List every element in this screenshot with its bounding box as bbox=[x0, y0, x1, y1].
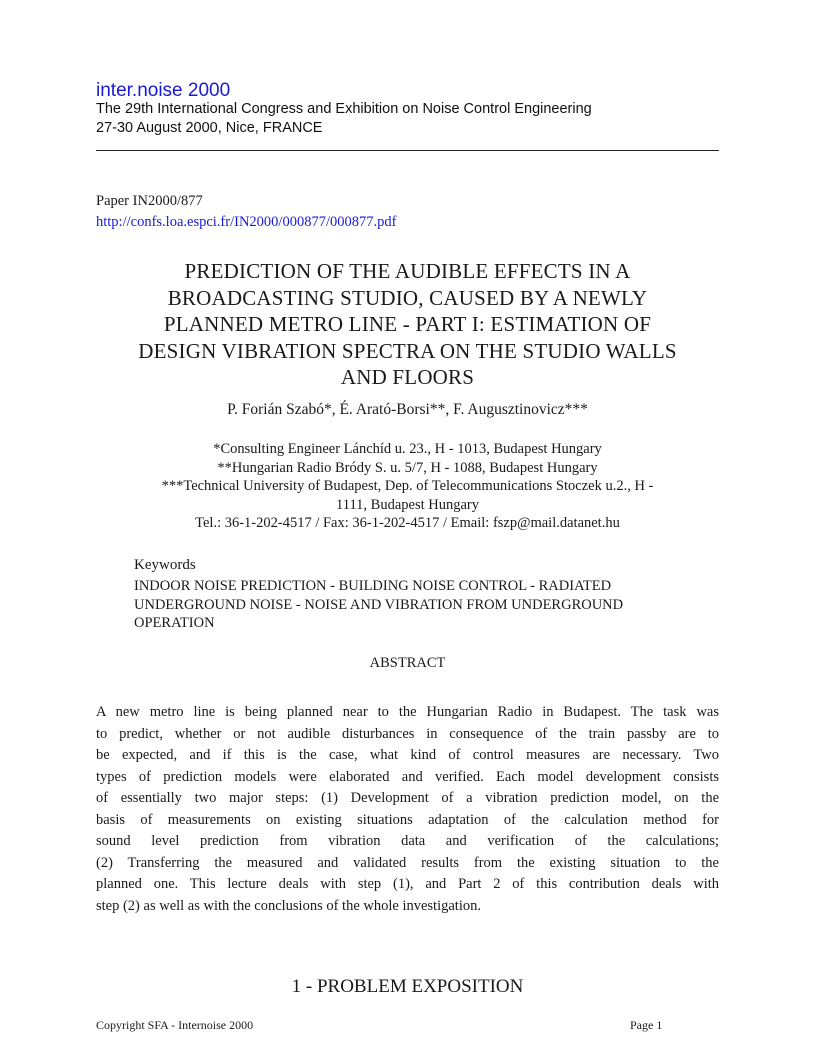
abstract-line: planned one. This lecture deals with step (1), and Part 2 of this contribution deals with bbox=[96, 876, 719, 892]
title-line: AND FLOORS bbox=[340, 365, 475, 389]
affiliation-line: *Consulting Engineer Lánchíd u. 23., H - 1013, Budapest Hungary bbox=[213, 441, 602, 457]
keywords-line: UNDERGROUND NOISE - NOISE AND VIBRATION FROM UNDERGROUND bbox=[134, 596, 624, 613]
affiliations bbox=[96, 440, 719, 533]
footer-copyright: Copyright SFA - Internoise 2000 bbox=[96, 1018, 254, 1032]
paper-id: Paper IN2000/877 bbox=[96, 193, 203, 209]
title-line: DESIGN VIBRATION SPECTRA ON THE STUDIO WALLS bbox=[138, 338, 677, 363]
paper-title bbox=[96, 258, 719, 391]
abstract-line: (2) Transferring the measured and validated results from the existing situation to the bbox=[96, 854, 719, 871]
affiliation-line: 1111, Budapest Hungary bbox=[336, 496, 479, 513]
abstract-line: to predict, whether or not audible disturbances in consequence of the train passby are to bbox=[96, 725, 719, 742]
keywords-heading: Keywords bbox=[134, 557, 196, 573]
section-heading: 1 - PROBLEM EXPOSITION bbox=[291, 976, 524, 997]
abstract-heading: ABSTRACT bbox=[369, 655, 446, 671]
title-line: PLANNED METRO LINE - PART I: ESTIMATION OF bbox=[163, 312, 652, 336]
keywords-list bbox=[134, 577, 724, 633]
title-line: BROADCASTING STUDIO, CAUSED BY A NEWLY bbox=[167, 285, 648, 310]
conference-dates-location: 27-30 August 2000, Nice, FRANCE bbox=[96, 120, 323, 136]
abstract-line: be expected, and if this is the case, what kind of control measures are necessary. Two bbox=[96, 747, 719, 763]
keywords-line: OPERATION bbox=[134, 615, 215, 631]
abstract-text bbox=[96, 702, 719, 917]
abstract-line: types of prediction models were elaborated and verified. Each model development consists bbox=[96, 768, 719, 785]
paper-url-link[interactable]: http://confs.loa.espci.fr/IN2000/000877/000877.pdf bbox=[96, 214, 397, 230]
affiliation-line: ***Technical University of Budapest, Dep. of Telecommunications Stoczek u.2., H - bbox=[161, 478, 654, 494]
conference-full-title: The 29th International Congress and Exhibition on Noise Control Engineering bbox=[96, 101, 592, 117]
abstract-line: step (2) as well as with the conclusions of the whole investigation. bbox=[96, 897, 481, 914]
title-line: PREDICTION OF THE AUDIBLE EFFECTS IN A bbox=[184, 259, 631, 283]
conference-name: inter.noise 2000 bbox=[96, 80, 231, 101]
footer-page-number: Page 1 bbox=[630, 1018, 663, 1032]
keywords-line: INDOOR NOISE PREDICTION - BUILDING NOISE CONTROL - RADIATED bbox=[134, 578, 612, 594]
abstract-line: sound level prediction from vibration data and verification of the calculations; bbox=[96, 833, 719, 849]
authors: P. Forián Szabó*, É. Arató-Borsi**, F. Augusztinovicz*** bbox=[227, 401, 588, 418]
abstract-line: of essentially two major steps: (1) Development of a vibration prediction model, on the bbox=[96, 790, 719, 806]
affiliation-line: **Hungarian Radio Bródy S. u. 5/7, H - 1088, Budapest Hungary bbox=[217, 459, 598, 476]
header-divider bbox=[96, 150, 719, 151]
abstract-line: A new metro line is being planned near to the Hungarian Radio in Budapest. The task was bbox=[96, 704, 719, 720]
contact-line: Tel.: 36-1-202-4517 / Fax: 36-1-202-4517 / Email: fszp@mail.datanet.hu bbox=[195, 515, 620, 531]
abstract-line: basis of measurements on existing situations adaptation of the calculation method for bbox=[96, 811, 719, 828]
